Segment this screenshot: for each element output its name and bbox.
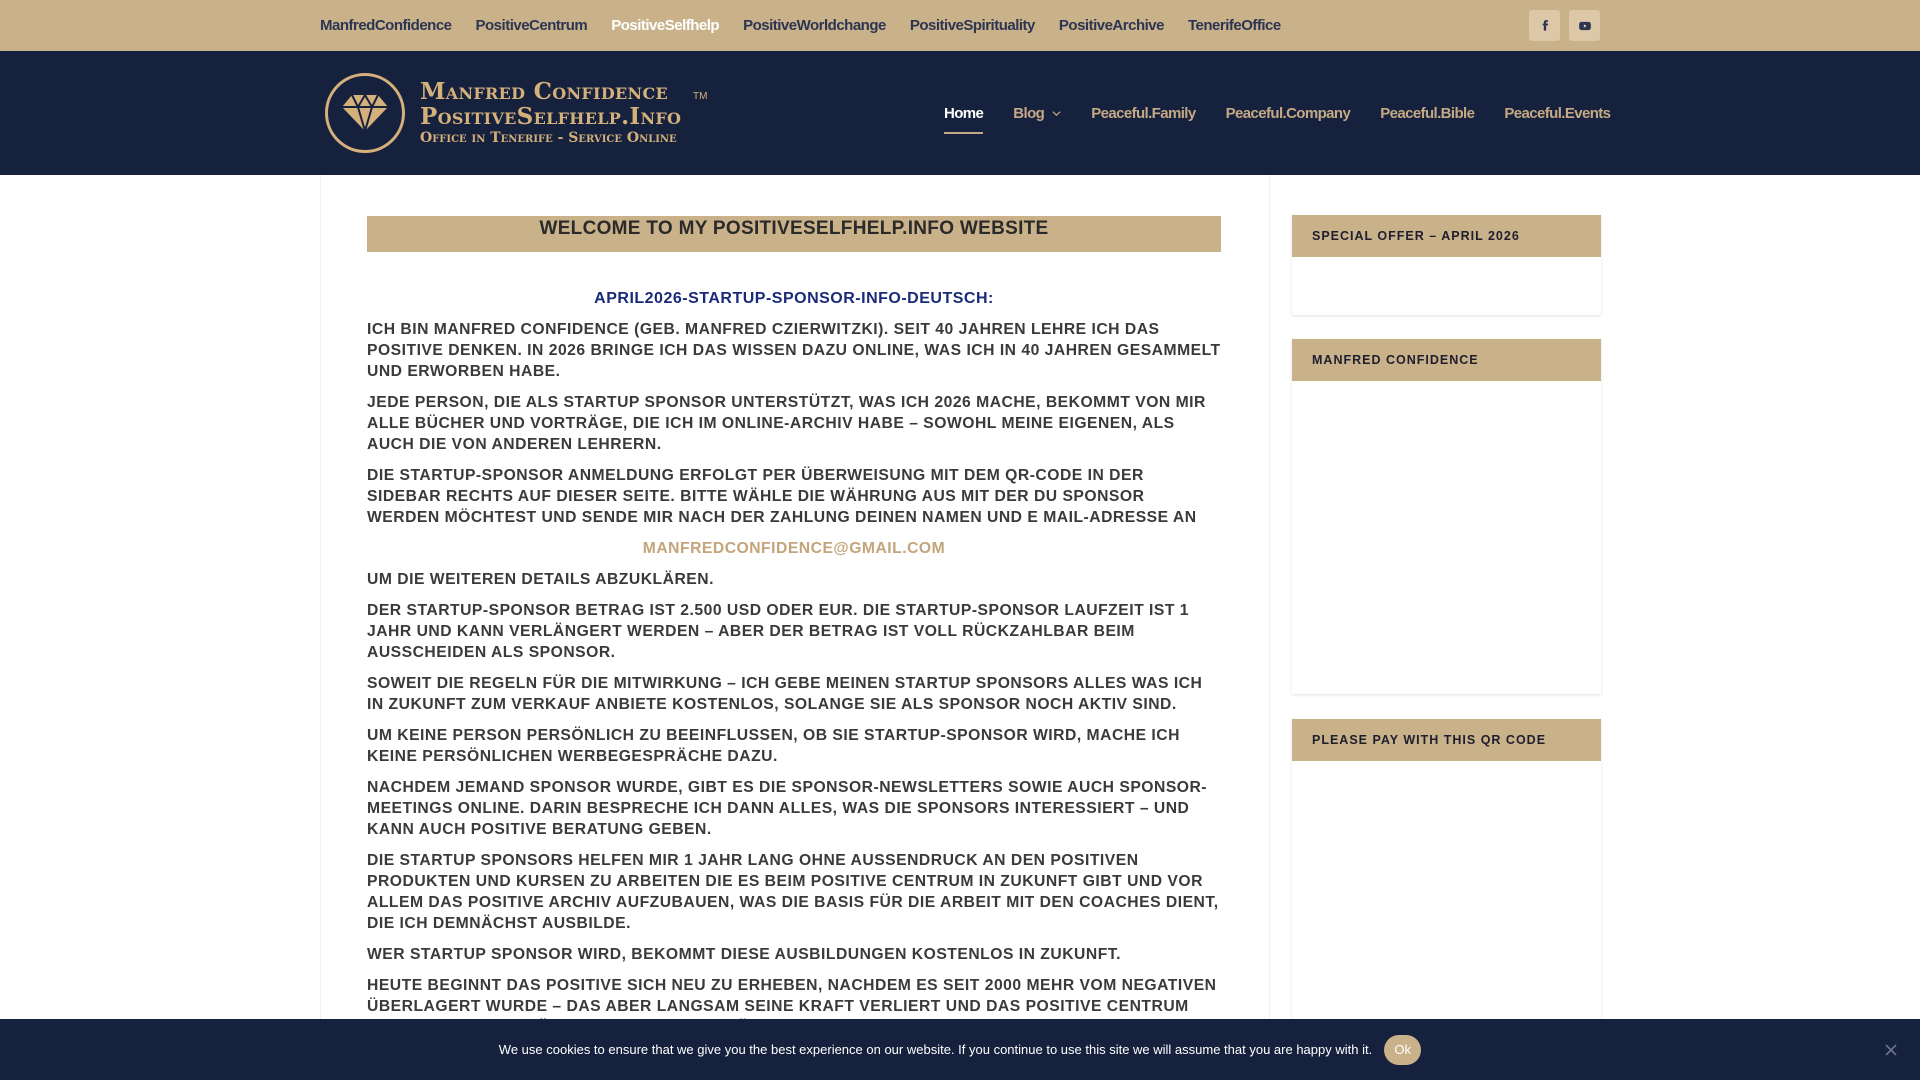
nav-blog[interactable]	[1013, 105, 1061, 122]
article-body	[367, 288, 1221, 1048]
nav-peaceful-events[interactable]	[1504, 105, 1610, 122]
paragraph: NACHDEM JEMAND SPONSOR WURDE, GIBT ES DIE SPONSOR-NEWSLETTERS SOWIE AUCH SPONSOR-MEETINGS ONLINE. DARIN BESPRECHE ICH DANN ALLES, WAS DIE SPONSORS INTERESSIERT – UND KANN AUCH POSITIVE BERATUNG GEBEN.	[367, 779, 1208, 838]
widget-title: SPECIAL OFFER – APRIL 2026	[1292, 215, 1601, 257]
nav-blog-label: Blog	[1013, 104, 1045, 122]
top-link-positiveworldchange[interactable]: PositiveWorldchange	[743, 17, 886, 34]
logo-line1: Manfred Confidence	[420, 78, 668, 105]
top-link-positivearchive[interactable]: PositiveArchive	[1058, 17, 1164, 34]
widget-title: MANFRED CONFIDENCE	[1292, 339, 1601, 381]
top-link-positivespirituality[interactable]: PositiveSpirituality	[909, 17, 1035, 34]
welcome-title: WELCOME TO MY POSITIVESELFHELP.INFO WEBSITE	[367, 216, 1221, 252]
top-link-positivecentrum[interactable]: PositiveCentrum	[475, 17, 588, 34]
nav-home[interactable]	[944, 105, 983, 122]
widget-qr-code	[1292, 719, 1601, 1039]
logo-text	[420, 79, 681, 147]
cookie-banner	[0, 1019, 1920, 1080]
widget-special-offer	[1292, 215, 1601, 315]
paragraph: DER STARTUP-SPONSOR BETRAG IST 2.500 USD ODER EUR. DIE STARTUP-SPONSOR LAUFZEIT IST 1 JAHR UND KANN VERLÄNGERT WERDEN – ABER DER BETRAG IST VOLL RÜCKZAHLBAR BEIM AUSSCHEIDEN ALS SPONSOR.	[367, 602, 1190, 661]
nav-peaceful-bible[interactable]	[1380, 105, 1474, 122]
widget-manfred-confidence	[1292, 339, 1601, 694]
logo-line2: PositiveSelfhelp.Info	[420, 103, 682, 130]
top-link-positiveselfhelp[interactable]: PositiveSelfhelp	[611, 17, 720, 34]
nav-peaceful-company[interactable]	[1226, 105, 1351, 122]
cookie-ok-button[interactable]: Ok	[1384, 1035, 1421, 1065]
paragraph: HEUTE BEGINNT DAS POSITIVE SICH NEU ZU ERHEBEN, NACHDEM ES SEIT 2000 MEHR VOM NEGATIVEN ÜBERLAGERT WURDE – DAS ABER LANGSAM SEINE KRAFT VERLIERT UND DAS POSITIVE CENTRUM	[367, 977, 1217, 1015]
top-link-tenerifeoffice[interactable]: TenerifeOffice	[1187, 17, 1281, 34]
paragraph: DIE STARTUP-SPONSOR ANMELDUNG ERFOLGT PER ÜBERWEISUNG MIT DEM QR-CODE IN DER SIDEBAR RECHTS AUF DIESER SEITE. BITTE WÄHLE DIE WÄHRUNG AUS MIT DER DU SPONSOR WERDEN MÖCHTEST UND SENDE MIR NACH DER ZAHLUNG DEINEN NAMEN UND E MAIL-ADRESSE AN	[367, 467, 1197, 526]
paragraph: ICH BIN MANFRED CONFIDENCE (GEB. MANFRED CZIERWITZKI). SEIT 40 JAHREN LEHRE ICH DAS POSITIVE DENKEN. IN 2026 BRINGE ICH DAS WISSEN DAZU ONLINE, WAS ICH IN 40 JAHREN GESAMMELT UND ERWORBEN HABE.	[367, 321, 1221, 380]
paragraph: UM KEINE PERSON PERSÖNLICH ZU BEEINFLUSSEN, OB SIE STARTUP-SPONSOR WIRD, MACHE ICH KEINE PERSÖNLICHEN WERBEGESPRÄCHE DAZU.	[367, 727, 1180, 765]
top-nav	[320, 0, 1305, 51]
nav-peaceful-family-label: Peaceful.Family	[1091, 104, 1196, 122]
top-bar	[0, 0, 1920, 51]
paragraph: UM DIE WEITEREN DETAILS ABZUKLÄREN.	[367, 571, 714, 588]
nav-peaceful-family[interactable]	[1091, 105, 1195, 122]
youtube-icon	[1578, 19, 1592, 33]
widget-title: PLEASE PAY WITH THIS QR CODE	[1292, 719, 1601, 761]
top-link-manfredconfidence[interactable]: ManfredConfidence	[320, 17, 452, 34]
nav-peaceful-events-label: Peaceful.Events	[1504, 104, 1611, 122]
paragraph: SOWEIT DIE REGELN FÜR DIE MITWIRKUNG – ICH GEBE MEINEN STARTUP SPONSORS ALLES WAS ICH IN ZUKUNFT ZUM VERKAUF ANBIETE KOSTENLOS, SOLANGE SIE ALS SPONSOR NOCH AKTIV SIND.	[367, 675, 1203, 713]
youtube-button[interactable]	[1569, 10, 1600, 41]
facebook-icon	[1538, 19, 1552, 33]
site-header	[0, 51, 1920, 175]
cookie-text: We use cookies to ensure that we give you the best experience on our website. If you continue to use this site we will assume that you are happy with it.	[498, 1042, 1373, 1057]
close-icon[interactable]	[1883, 1042, 1899, 1058]
paragraph: WER STARTUP SPONSOR WIRD, BEKOMMT DIESE AUSBILDUNGEN KOSTENLOS IN ZUKUNFT.	[367, 946, 1121, 963]
diamond-icon	[325, 73, 405, 153]
article-subtitle: APRIL2026-STARTUP-SPONSOR-INFO-DEUTSCH:	[594, 290, 994, 307]
nav-peaceful-company-label: Peaceful.Company	[1225, 104, 1351, 122]
paragraph: DIE STARTUP SPONSORS HELFEN MIR 1 JAHR LANG OHNE AUSSENDRUCK AN DEN POSITIVEN PRODUKTEN UND KURSEN ZU ARBEITEN DIE ES BEIM POSITIVE CENTRUM IN ZUKUNFT GIBT UND VOR ALLEM DAS POSITIVE ARCHIV AUFZUBAUEN, WAS DIE BASIS FÜR DIE ARBEIT MIT DEN COACHES DIENT, DIE ICH DEMNÄCHST AUSBILDE.	[367, 852, 1219, 932]
nav-home-label: Home	[944, 104, 984, 122]
email-link[interactable]: MANFREDCONFIDENCE@GMAIL.COM	[642, 540, 946, 557]
logo-trademark: TM	[693, 91, 708, 102]
logo-line3: Office in Tenerife - Service Online	[420, 130, 677, 146]
paragraph: JEDE PERSON, DIE ALS STARTUP SPONSOR UNTERSTÜTZT, WAS ICH 2026 MACHE, BEKOMMT VON MIR ALLE BÜCHER UND VORTRÄGE, DIE ICH IM ONLINE-ARCHIV HABE – SOWOHL MEINE EIGENEN, ALS AUCH DIE VON ANDEREN LEHRERN.	[367, 394, 1206, 453]
facebook-button[interactable]	[1529, 10, 1560, 41]
chevron-down-icon	[1052, 109, 1061, 118]
nav-peaceful-bible-label: Peaceful.Bible	[1380, 104, 1475, 122]
main-nav	[944, 51, 1640, 175]
site-logo[interactable]	[325, 71, 725, 157]
